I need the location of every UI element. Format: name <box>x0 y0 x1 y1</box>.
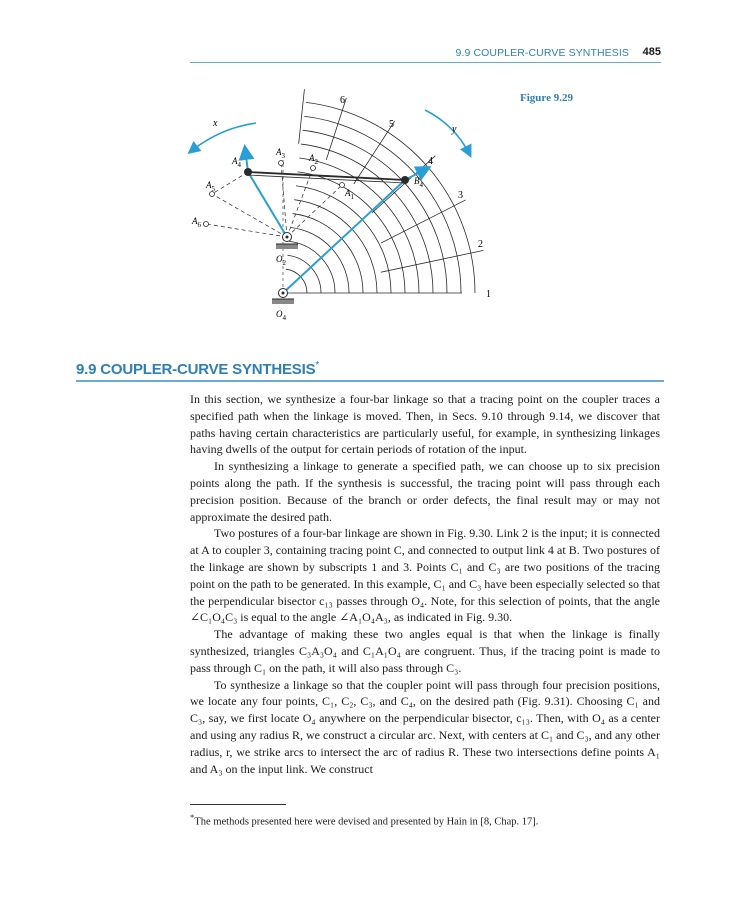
input-crank <box>248 172 287 237</box>
footnote-rule <box>190 804 286 805</box>
arc-label-5: 5 <box>389 119 394 130</box>
footnote <box>190 810 660 830</box>
point-label-O4: $O_4$ <box>276 309 286 322</box>
axis-x-label: x <box>213 118 218 129</box>
point-label-A2: $A_2$ <box>309 153 318 166</box>
point-label-A4: $A_4$ <box>232 156 241 169</box>
arc-label-1: 1 <box>486 289 491 300</box>
header-rule <box>190 62 661 63</box>
radial-line-2 <box>381 200 466 243</box>
paragraph-5: To synthesize a linkage so that the coupler point will pass through four precision positions, we locate any four points, C₁, C₂, C₃, and C₄, on the desired path (Fig. 9.31). Choosing C₁ and C₃, say, we first locate O₄ anywhere on the perpendicular bisector, c₁₃. Then, with O₄ as a center and using any radius R, we construct a circular arc. Next, with centers at C₁ and C₃, and any other radius, r, we strike arcs to intersect the arc of radius R. These two intersections define points A₁ and A₃ on the input link. We construct <box>190 677 660 776</box>
section-heading-text: 9.9 COUPLER-CURVE SYNTHESIS <box>76 361 316 378</box>
section-heading <box>76 360 319 378</box>
page-number: 485 <box>642 46 661 58</box>
section-heading-mark: * <box>315 360 320 371</box>
radial-line-5 <box>326 98 346 160</box>
arc-7 <box>296 186 391 293</box>
figure-label: Figure 9.29 <box>520 92 573 104</box>
arc-13 <box>306 102 475 293</box>
x-rotation-arrow <box>190 123 256 152</box>
joint-A4 <box>244 168 252 176</box>
arc-label-4: 4 <box>428 156 433 167</box>
point-label-B4: $B_4$ <box>414 176 423 189</box>
arc-label-3: 3 <box>458 190 463 201</box>
arc-10 <box>301 144 433 293</box>
paragraph-3: Two postures of a four-bar linkage are shown in Fig. 9.30. Link 2 is the input; it is connected at A to coupler 3, containing tracing point C, and connected to output link 4 at B. Two postures of the linkage are shown by subscripts 1 and 3. Points C₁ and C₃ are two positions of the tracing point on the path to be generated. In this example, C₁ and C₃ have been especially selected so that the perpendicular bisector c₁₃ passes through O₄. Note, for this selection of points, that the angle ∠C₁O₄C₃ is equal to the angle ∠A₁O₄A₃, as indicated in Fig. 9.30. <box>190 526 660 625</box>
point-label-O2: $O_2$ <box>276 254 286 267</box>
joint-B4 <box>401 176 409 184</box>
paragraph-2: In synthesizing a linkage to generate a specified path, we can choose up to six precision points along the path. If the synthesis is successful, the tracing point will pass through each precision position. Because of the branch or order defects, the final result may or may not approximate the desired path. <box>190 459 660 524</box>
point-label-A5: $A_5$ <box>206 180 215 193</box>
ground-O2 <box>276 233 298 250</box>
running-header <box>0 38 737 58</box>
paragraph-4: The advantage of making these two angles equal is that when the linkage is finally synthesized, triangles C₃A₃O₄ and C₁A₁O₄ are congruent. Thus, if the tracing point is made to pass through C₁ on the path, it will also pass through C₃. <box>190 627 660 675</box>
point-label-A3: $A_3$ <box>276 147 285 160</box>
running-header-section: 9.9 COUPLER-CURVE SYNTHESIS <box>455 47 629 59</box>
y-rotation-arrow <box>425 110 470 155</box>
arc-8 <box>298 172 405 293</box>
ground-O4 <box>272 289 294 305</box>
radial-lines <box>299 89 484 272</box>
arc-label-6: 6 <box>340 95 345 106</box>
arc-label-2: 2 <box>478 239 483 250</box>
output-link <box>283 180 405 293</box>
arc-5 <box>293 214 363 293</box>
linkage-figure <box>170 88 510 328</box>
footnote-mark: * <box>190 812 195 822</box>
point-label-A6: $A_6$ <box>192 216 201 229</box>
radial-line-4 <box>354 121 395 184</box>
axis-y-label: y <box>452 124 457 135</box>
point-label-A1: $A_1$ <box>345 188 354 201</box>
footnote-text: The methods presented here were devised and presented by Hain in [8, Chap. 17]. <box>194 816 539 828</box>
radial-line-6 <box>299 89 305 144</box>
section-body <box>190 391 660 777</box>
radial-line-1 <box>381 250 484 272</box>
section-rule <box>76 380 664 382</box>
arc-11 <box>303 130 447 293</box>
paragraph-1: In this section, we synthesize a four-bar linkage so that a tracing point on the coupler traces a specified path when the linkage is moved. Then, in Secs. 9.10 through 9.14, we discover that paths having certain characteristics are particularly useful, for example, in synthesizing linkages having dwells of the output for certain periods of rotation of the input. <box>190 392 660 457</box>
